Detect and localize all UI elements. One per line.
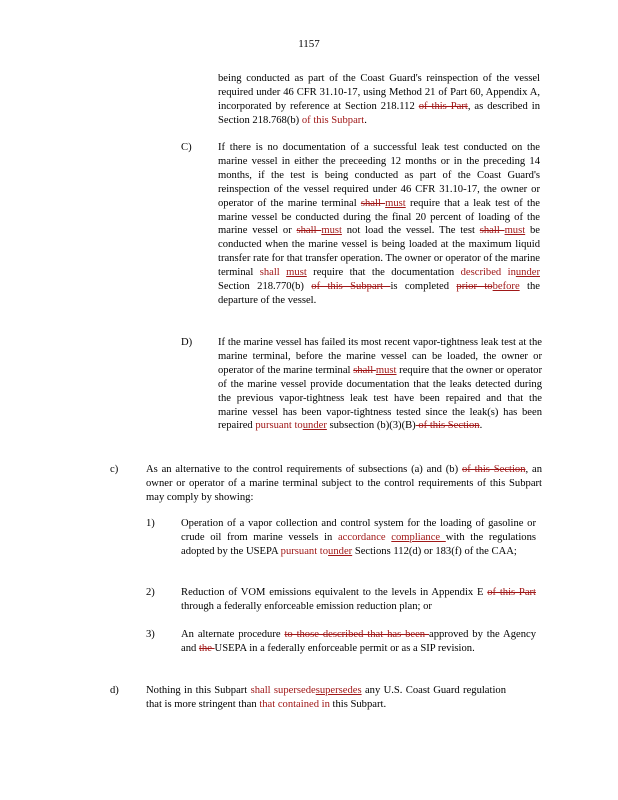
changed-text: accordance [337,531,386,543]
inserted-text: under [302,420,327,432]
changed-text: that contained in [259,698,330,710]
paragraph-text [181,586,536,614]
text-segment: require that the documentation [306,267,461,279]
paragraph-text [218,141,540,308]
text-segment: An alternate procedure [181,629,285,640]
deleted-text: prior to [456,281,493,293]
changed-text: pursuant to [280,545,329,557]
text-segment: Operation of a vapor collection and control system for the loading of gasoline or crude oil from marine vessels in [181,518,536,543]
deleted-text: of this Section [461,464,526,475]
page-number: 1157 [298,38,320,50]
paragraph-label: c) [110,464,119,475]
text-segment: . [479,420,483,432]
paragraph-text [146,684,506,712]
text-segment: Nothing in this Subpart [146,685,251,696]
inserted-text: must [385,197,406,209]
text-segment: Sections 112(d) or 183(f) of the CAA; [352,545,517,557]
changed-text: of this Subpart [301,114,365,126]
paragraph-label: D) [181,337,193,348]
text-segment: Section 218.770(b) [218,281,312,293]
text-segment: not load the vessel. The test [341,225,480,237]
paragraph-label: 2) [146,587,155,598]
text-segment: As an alternative to the control requirements of subsections (a) and (b) [146,464,462,475]
deleted-text: shall [479,225,505,237]
paragraph-label: C) [181,142,192,153]
paragraph-label: d) [110,685,119,696]
text-segment: USEPA in a federally enforceable permit or as a SIP revision. [214,642,475,654]
paragraph-text [181,517,536,559]
paragraph-text [181,628,536,656]
deleted-text: of this Section [415,420,480,432]
inserted-text: supersedes [315,685,362,696]
deleted-text: shall [296,225,322,237]
inserted-text: must [286,267,307,279]
text-segment: be conducted when the marine vessel is being loaded at the maximum liquid transfer rate for that transfer operation. The owner or operator of the marine terminal [218,225,540,279]
text-segment: If the marine vessel has failed its most recent vapor-tightness leak test at the marine terminal, before the marine vessel can be loaded, the owner or operator of the marine terminal [218,337,542,376]
text-segment: require that the owner or operator of the marine vessel provide documentation that the leaks detected during the previous vapor-tightness leak test have been repaired and that the marine vessel has been vapor-tightness tested since the leak(s) has been repaired [218,364,543,432]
text-segment: any U.S. Coast Guard regulation that is more stringent than [146,685,506,710]
deleted-text: shall [360,197,386,209]
inserted-text: must [375,364,397,376]
changed-text: shall supersede [250,685,316,696]
inserted-text: before [492,281,520,293]
changed-text: described in [460,267,516,279]
changed-text: pursuant to [255,420,303,432]
inserted-text: must [504,225,526,237]
text-segment: , an owner or operator of a marine terminal subject to the control requirements of this Subpart may comply by showing: [146,464,542,503]
deleted-text: of this Subpart [311,281,391,293]
text-segment: with the regulations adopted by the USEPA [181,531,536,557]
text-segment: is completed [390,281,457,293]
text-segment: through a federally enforceable emission reduction plan; or [181,600,432,612]
paragraph-label: 3) [146,629,155,640]
inserted-text: under [328,545,353,557]
text-segment: subsection (b)(3)(B) [326,420,416,432]
text-segment: . [364,114,367,126]
text-segment: , as described in Section 218.768(b) [218,100,540,126]
text-segment: Reduction of VOM emissions equivalent to the levels in Appendix E [181,587,488,598]
paragraph-label: 1) [146,518,155,529]
changed-text: shall [259,267,280,279]
inserted-text: compliance [391,531,446,543]
text-segment: If there is no documentation of a successful leak test conducted on the marine vessel in either the preceeding 12 months or in the preceding 14 months, if the test is being conducted as part of the Coast Guard's reinspection of the vessel required under 46 CFR 31.10-17, the owner or operator of the marine terminal [218,142,540,209]
text-segment: require that a leak test of the marine vessel be conducted during the final 20 percent of loading of the marine vessel or [218,197,540,237]
text-segment: this Subpart. [329,698,387,710]
paragraph-text [146,463,542,505]
deleted-text: to those described that has been [284,629,429,640]
inserted-text: must [321,225,342,237]
deleted-text: of this Part [487,587,536,598]
text-segment: the departure of the vessel. [218,281,540,306]
deleted-text: the [198,642,215,654]
paragraph-text [218,72,540,128]
inserted-text: under [515,267,540,279]
deleted-text: shall [353,364,376,376]
paragraph-text [218,336,542,433]
text-segment: being conducted as part of the Coast Guard's reinspection of the vessel required under 46 CFR 31.10-17, using Method 21 of Part 60, Appendix A, incorporated by reference at Section 218.112 [218,73,540,112]
text-segment: approved by the Agency and [181,629,536,654]
deleted-text: of this Part [418,100,468,112]
